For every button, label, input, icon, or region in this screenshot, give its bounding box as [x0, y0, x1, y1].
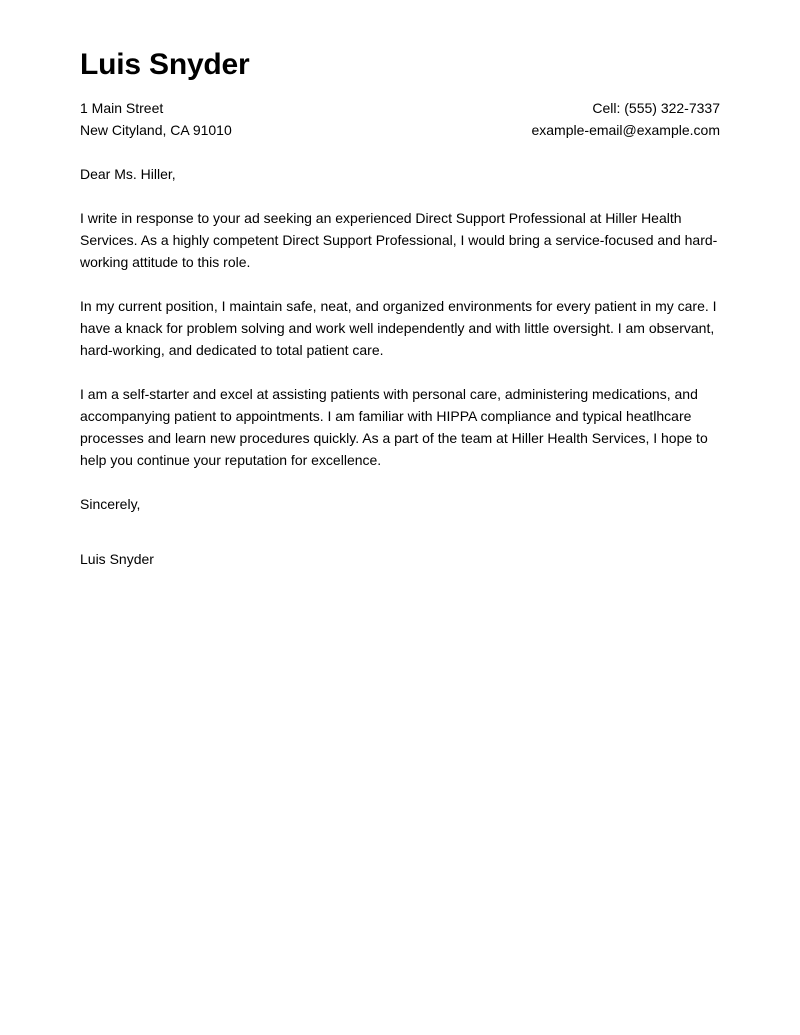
address-line-1: 1 Main Street [80, 99, 164, 116]
signature-name: Luis Snyder [80, 550, 154, 567]
contact-block [80, 97, 720, 141]
letter-paragraph: In my current position, I maintain safe, neat, and organized environments for every patient in my care. I have a knack for problem solving and work well independently and with little oversight. I am observant, hard-working, and dedicated to total patient care. [80, 297, 717, 358]
cover-letter [80, 0, 720, 570]
letterhead [80, 0, 720, 141]
closing-salutation: Sincerely, [80, 495, 141, 512]
letter-paragraph: I write in response to your ad seeking an experienced Direct Support Professional at Hiller Health Services. As a highly competent Direct Support Professional, I would bring a service-focused and hard-working attitude to this role. [80, 209, 718, 270]
letter-paragraph: I am a self-starter and excel at assisting patients with personal care, administering medications, and accompanying patient to appointments. I am familiar with HIPPA compliance and typical heatlhcare processes and learn new procedures quickly. As a part of the team at Hiller Health Services, I hope to help you continue your reputation for excellence. [80, 385, 708, 468]
email-address: example-email@example.com [531, 121, 720, 138]
phone-number: Cell: (555) 322-7337 [592, 99, 720, 116]
contact-details [531, 97, 720, 141]
salutation: Dear Ms. Hiller, [80, 165, 176, 182]
address-block [80, 97, 232, 141]
address-line-2: New Cityland, CA 91010 [80, 121, 232, 138]
applicant-name: Luis Snyder [80, 48, 250, 81]
letter-body [80, 163, 720, 570]
